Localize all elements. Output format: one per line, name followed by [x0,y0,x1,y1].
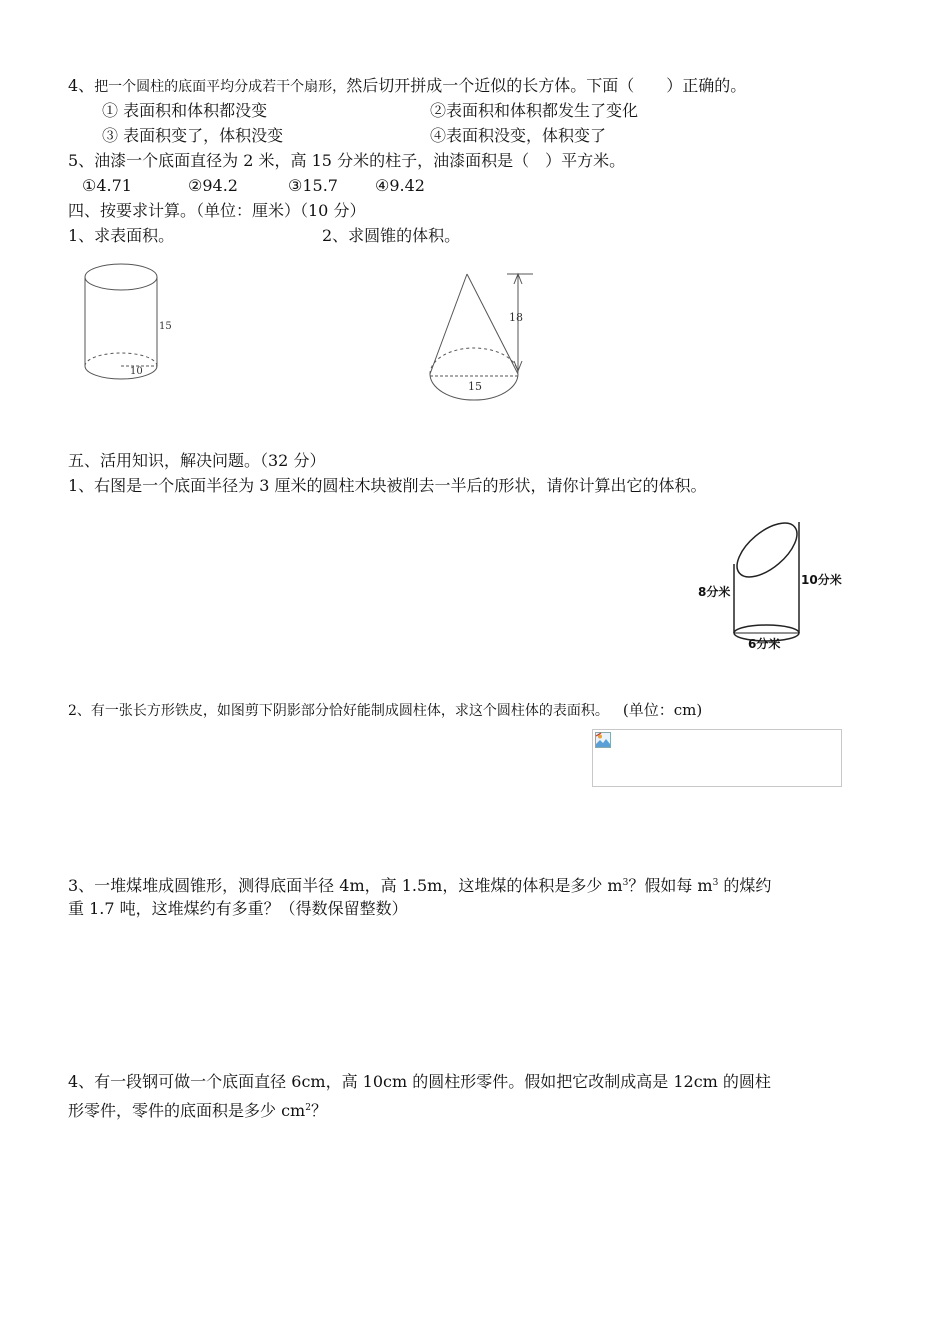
section5-problem-2: 2、有一张长方形铁皮，如图剪下阴影部分恰好能制成圆柱体，求这个圆柱体的表面积。 (单位：cm) [68,701,703,719]
section5-problem-1: 1、右图是一个底面半径为 3 厘米的圆柱木块被削去一半后的形状，请你计算出它的体积。 [68,476,707,495]
cut-cylinder-bottom-label: 6分米 [748,637,781,651]
cylinder-figure [78,258,188,388]
cut-cylinder-left-label: 8分米 [698,585,731,599]
section5-problem-3-line1: 3、一堆煤堆成圆锥形，测得底面半径 4m，高 1.5m，这堆煤的体积是多少 $m^3$？假如每 $m^3$ 的煤约 [68,876,772,895]
section5-problem-3-line2: 重 1.7 吨，这堆煤约有多重？（得数保留整数） [68,899,408,918]
cylinder-diameter-label: 10 [130,366,143,377]
section5-problem-4-line1: 4、有一段钢可做一个底面直径 6cm，高 10cm 的圆柱形零件。假如把它改制成高是 12cm 的圆柱 [68,1072,771,1091]
section4-problem-1: 1、求表面积。 [68,226,175,245]
cone-figure [425,268,540,408]
q5-option-2: ②94.2 [188,176,238,195]
cylinder-height-label: 15 [159,321,172,332]
cone-right-slant [467,274,518,374]
cut-cylinder-top [728,513,806,587]
q5-option-4: ④9.42 [375,176,425,195]
cylinder-top [85,264,157,290]
section4-problem-2: 2、求圆锥的体积。 [322,226,461,245]
q4-stem: 4、把一个圆柱的底面平均分成若干个扇形，然后切开拼成一个近似的长方体。下面（ ）正确的。 [68,76,747,95]
cut-cylinder-figure [690,508,850,653]
q4-option-1: ① 表面积和体积都没变 [102,101,268,120]
cone-left-slant [430,274,467,374]
cone-height-label: 18 [509,311,523,324]
image-placeholder [592,729,842,787]
q4-option-4: ④表面积没变，体积变了 [430,126,607,145]
section4-title: 四、按要求计算。（单位：厘米）（10 分） [68,201,366,220]
cylinder-bottom-front [85,366,157,379]
cut-cylinder-right-label: 10分米 [801,573,842,587]
cone-diameter-label: 15 [468,380,482,393]
q4-option-3: ③ 表面积变了，体积没变 [102,126,284,145]
cone-base-back [430,348,518,374]
section5-problem-4-line2: 形零件，零件的底面积是多少 $cm^2$？ [68,1101,327,1120]
section5-title: 五、活用知识，解决问题。（32 分） [68,451,326,470]
q5-option-3: ③15.7 [288,176,338,195]
q5-stem: 5、油漆一个底面直径为 2 米，高 15 分米的柱子，油漆面积是（ ）平方米。 [68,151,626,170]
cylinder-bottom-back [85,353,157,366]
broken-image-icon [595,732,611,748]
q4-option-2: ②表面积和体积都发生了变化 [430,101,639,120]
q5-option-1: ①4.71 [82,176,132,195]
